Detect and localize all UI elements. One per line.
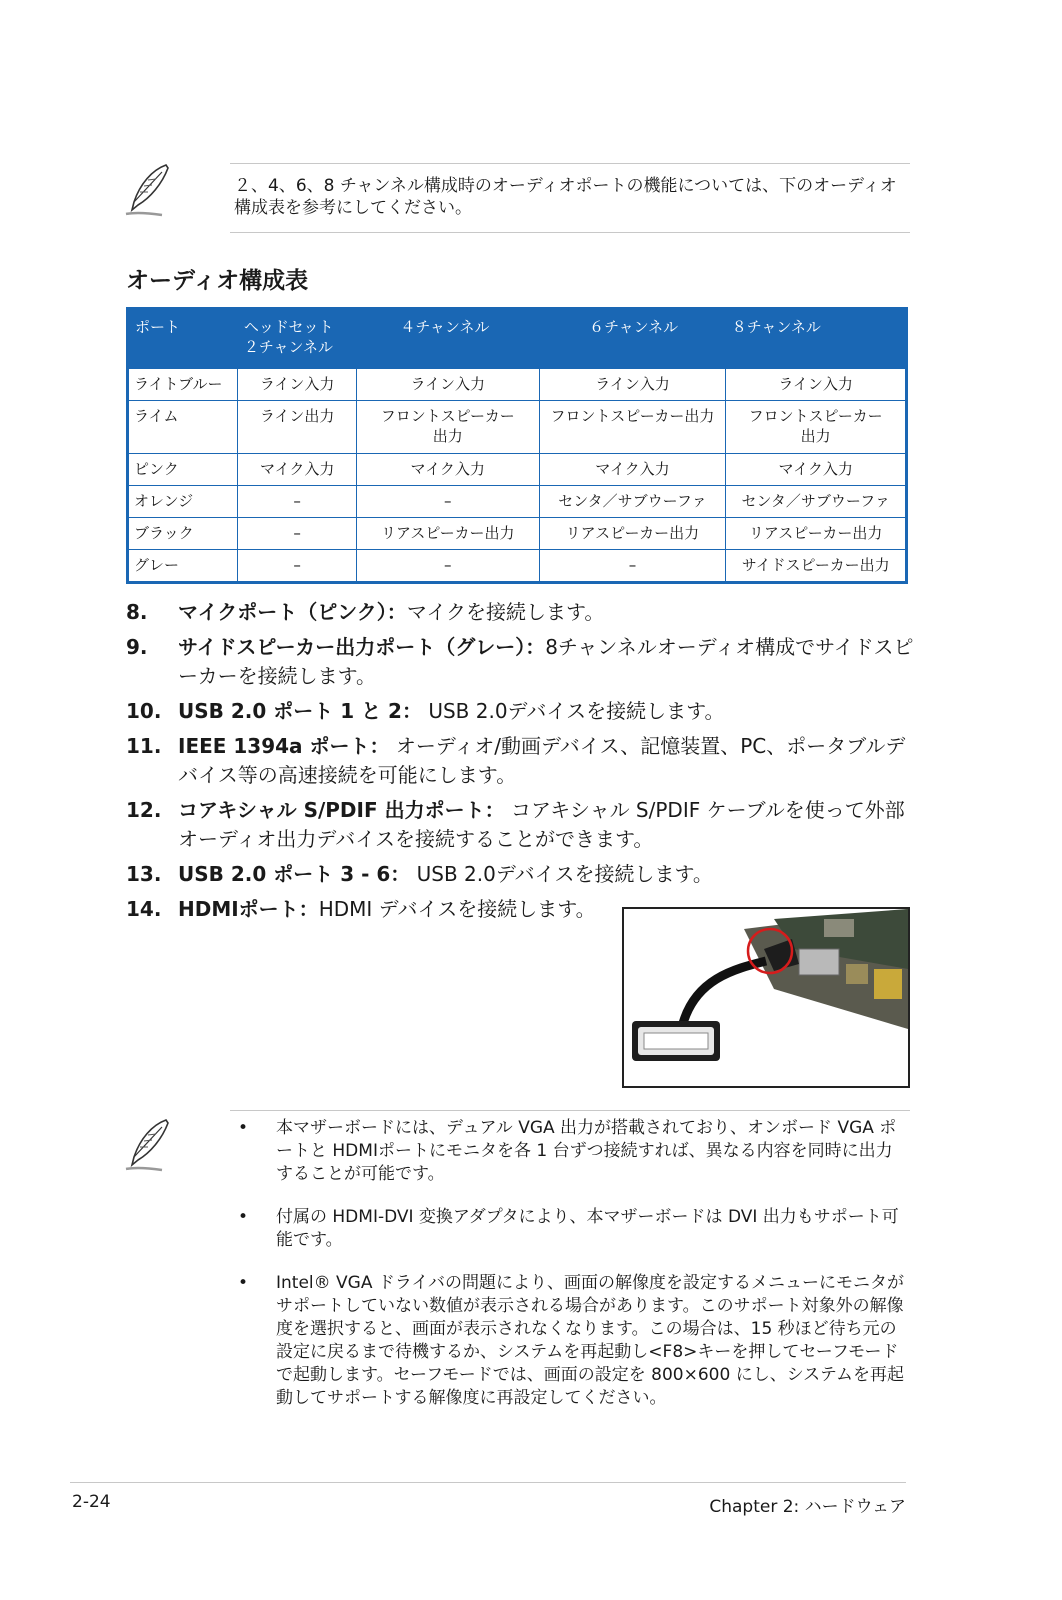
table-row: [128, 454, 907, 486]
table-cell: –: [238, 518, 356, 550]
bullet-text: 付属の HDMI-DVI 変換アダプタにより、本マザーボードは DVI 出力もサポート可能です。: [276, 1207, 899, 1250]
list-item: [126, 732, 916, 790]
item-text: USB 2.0デバイスを接続します。: [421, 699, 725, 723]
list-item: [236, 1206, 906, 1252]
note-pen-icon: [122, 162, 174, 220]
list-item: [126, 796, 916, 854]
table-row: [128, 518, 907, 550]
page-number: 2-24: [72, 1492, 111, 1512]
item-text: コアキシャル S/PDIF ケーブルを使って外部オーディオ出力デバイスを接続することができます。: [178, 798, 905, 851]
list-item: [126, 860, 916, 889]
table-cell: リアスピーカー出力: [356, 518, 539, 550]
list-item: [236, 1272, 906, 1410]
table-cell: マイク入力: [356, 454, 539, 486]
table-header-cell: ４チャンネル: [356, 309, 539, 369]
table-cell: センタ／サブウーファ: [539, 486, 726, 518]
item-text: HDMI デバイスを接続します。: [318, 897, 596, 921]
item-label: USB 2.0 ポート 3 - 6：: [178, 862, 411, 886]
item-text: マイクを接続します。: [406, 600, 605, 624]
table-cell: リアスピーカー出力: [726, 518, 907, 550]
table-row: [128, 401, 907, 454]
list-item: [126, 697, 916, 726]
list-item: [126, 633, 916, 691]
item-label: HDMIポート：: [178, 897, 319, 921]
table-cell: ライン入力: [726, 369, 907, 401]
bullet-marker: •: [238, 1118, 249, 1138]
item-number: 10.: [126, 699, 162, 723]
table-header-row: [128, 309, 907, 369]
table-port-cell: ピンク: [128, 454, 238, 486]
item-label: コアキシャル S/PDIF 出力ポート：: [178, 798, 505, 822]
port-description-list: [126, 598, 916, 930]
item-number: 8.: [126, 600, 148, 624]
table-cell: フロントスピーカー出力: [539, 401, 726, 454]
item-text: 8チャンネルオーディオ構成でサイドスピーカーを接続します。: [178, 635, 914, 688]
table-port-cell: グレー: [128, 550, 238, 583]
table-cell: サイドスピーカー出力: [726, 550, 907, 583]
table-cell: ライン入力: [539, 369, 726, 401]
table-port-cell: オレンジ: [128, 486, 238, 518]
table-header-cell: ポート: [128, 309, 238, 369]
table-header-cell: ６チャンネル: [539, 309, 726, 369]
item-label: サイドスピーカー出力ポート（グレー）：: [178, 635, 546, 659]
item-label: USB 2.0 ポート 1 と 2：: [178, 699, 422, 723]
table-cell: フロントスピーカー 出力: [356, 401, 539, 454]
table-cell: –: [356, 550, 539, 583]
item-number: 14.: [126, 897, 162, 921]
item-number: 11.: [126, 734, 162, 758]
item-number: 9.: [126, 635, 148, 659]
table-row: [128, 369, 907, 401]
table-cell: ライン出力: [238, 401, 356, 454]
table-port-cell: ブラック: [128, 518, 238, 550]
table-row: [128, 486, 907, 518]
list-item: [236, 1117, 906, 1186]
list-item: [126, 895, 598, 924]
bullet-text: 本マザーボードには、デュアル VGA 出力が搭載されており、オンボード VGA ポートと HDMIポートにモニタを各 1 台ずつ接続すれば、異なる内容を同時に出力することが可能です。: [276, 1118, 897, 1184]
note-bullet-list: [236, 1117, 906, 1430]
table-row: [128, 550, 907, 583]
table-cell: リアスピーカー出力: [539, 518, 726, 550]
item-label: IEEE 1394a ポート：: [178, 734, 390, 758]
table-cell: –: [238, 486, 356, 518]
item-label: マイクポート（ピンク）：: [178, 600, 407, 624]
table-cell: フロントスピーカー 出力: [726, 401, 907, 454]
table-port-cell: ライム: [128, 401, 238, 454]
table-header-cell: ヘッドセット ２チャンネル: [238, 309, 356, 369]
table-cell: マイク入力: [238, 454, 356, 486]
table-header-cell: ８チャンネル: [726, 309, 907, 369]
table-cell: センタ／サブウーファ: [726, 486, 907, 518]
note-top-text: ２、4、6、8 チャンネル構成時のオーディオポートの機能については、下のオーディオ構成表を参考にしてください。: [234, 176, 897, 218]
bullet-marker: •: [238, 1207, 249, 1227]
table-cell: –: [356, 486, 539, 518]
table-cell: マイク入力: [539, 454, 726, 486]
item-text: オーディオ/動画デバイス、記憶装置、PC、ポータブルデバイス等の高速接続を可能にします。: [178, 734, 906, 787]
table-cell: ライン入力: [356, 369, 539, 401]
bullet-text: Intel® VGA ドライバの問題により、画面の解像度を設定するメニューにモニタがサポートしていない数値が表示される場合があります。このサポート対象外の解像度を選択すると、画面が表示されなくなります。この場合は、15 秒ほど待ち元の設定に戻るまで待機するか、システムを再起動し<F8>キーを押してセーフモードで起動します。セーフモードでは、画面の設定を 800×600 にし、システムを再起動してサポートする解像度に再設定してください。: [276, 1273, 905, 1408]
audio-config-table: [126, 307, 908, 584]
table-cell: –: [238, 550, 356, 583]
note-pen-icon: [122, 1117, 174, 1175]
table-port-cell: ライトブルー: [128, 369, 238, 401]
section-title: オーディオ構成表: [126, 268, 309, 294]
chapter-title: Chapter 2: ハードウェア: [709, 1497, 906, 1517]
footer-rule: [70, 1482, 906, 1483]
item-text: USB 2.0デバイスを接続します。: [410, 862, 713, 886]
table-cell: ライン入力: [238, 369, 356, 401]
item-number: 13.: [126, 862, 162, 886]
table-cell: –: [539, 550, 726, 583]
hdmi-port-photo: [622, 907, 910, 1088]
table-cell: マイク入力: [726, 454, 907, 486]
list-item: [126, 598, 916, 627]
bullet-marker: •: [238, 1273, 249, 1293]
item-number: 12.: [126, 798, 162, 822]
